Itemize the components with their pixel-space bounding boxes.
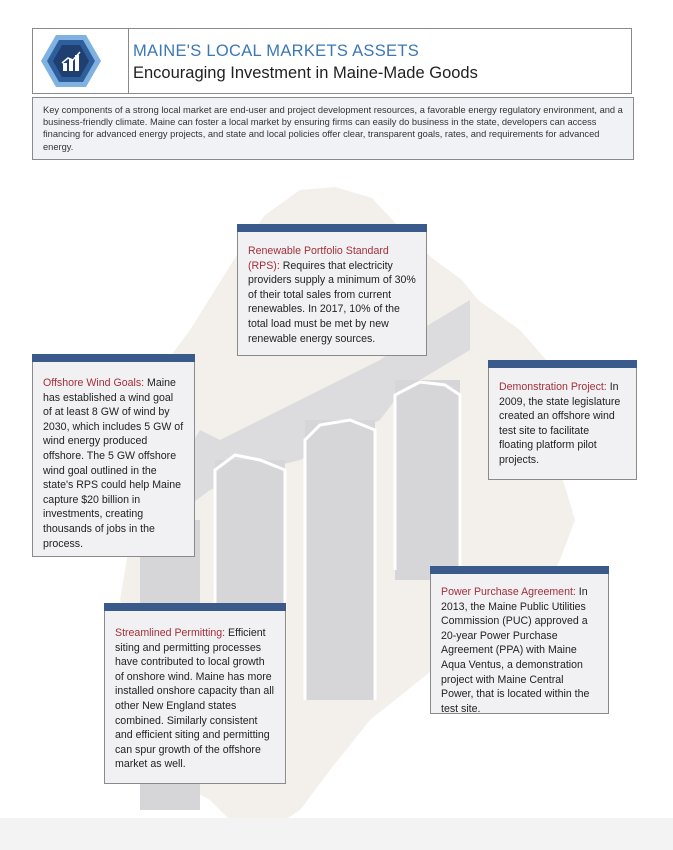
footer-band xyxy=(0,818,673,850)
intro-paragraph: Key components of a strong local market are end-user and project development resources, a favorable energy regulatory environment, and a business-friendly climate. Maine can foster a local market by ensuring firms can easily do business in the state, developers can access financing for advanced energy projects, and state and local policies offer clear, transparent goals, rates, and requirements for advanced energy. xyxy=(32,97,634,160)
card-text: Requires that electricity providers supply a minimum of 30% of their total sales from current renewables. In 2017, 10% of the total load must be met by new renewable energy sources. xyxy=(248,259,416,345)
card-text: In 2009, the state legislature created an offshore wind test site to facilitate floating platform pilot projects. xyxy=(499,381,621,466)
page-subtitle: Encouraging Investment in Maine-Made Goods xyxy=(133,64,478,82)
card-header-bar xyxy=(430,566,609,574)
card-label: Streamlined Permitting: xyxy=(115,627,226,639)
card-text: Maine has established a wind goal of at least 8 GW of wind by 2030, which includes 5 GW of wind energy produced offshore. The 5 GW offshore wind goal outlined in the state's RPS could help Maine capture $20 billion in investments, creating thousands of jobs in the process. xyxy=(43,377,184,550)
card-header-bar xyxy=(237,224,427,232)
card-offshore-wind-goals xyxy=(32,354,195,557)
growth-bar-3 xyxy=(305,420,375,700)
bar-chart-hexagon-logo-icon xyxy=(41,33,101,89)
card-text: In 2013, the Maine Public Utilities Commission (PUC) approved a 20-year Power Purchase Agreement (PPA) with Maine Aqua Ventus, a demonstration project with Maine Central Power, that is located within the test site. xyxy=(441,586,590,715)
card-demonstration-project xyxy=(488,360,637,480)
card-label: Renewable Portfolio Standard (RPS): xyxy=(248,245,389,272)
page-title: MAINE'S LOCAL MARKETS ASSETS xyxy=(133,42,420,60)
logo-box xyxy=(33,29,129,93)
card-text: Efficient siting and permitting processes have contributed to local growth of onshore wind. Maine has more installed onshore capacity than all other New England states combined. Similarly consistent and efficient siting and permitting can spur growth of the offshore market as well. xyxy=(115,627,275,771)
card-renewable-portfolio-standard xyxy=(237,224,427,356)
growth-bar-4 xyxy=(395,380,460,580)
card-header-bar xyxy=(488,360,637,368)
card-header-bar xyxy=(32,354,195,362)
card-label: Demonstration Project: xyxy=(499,381,607,393)
header-box xyxy=(32,28,632,94)
card-power-purchase-agreement xyxy=(430,566,609,714)
card-label: Offshore Wind Goals: xyxy=(43,377,145,389)
card-header-bar xyxy=(104,603,286,611)
card-label: Power Purchase Agreement: xyxy=(441,586,576,598)
card-streamlined-permitting xyxy=(104,603,286,784)
